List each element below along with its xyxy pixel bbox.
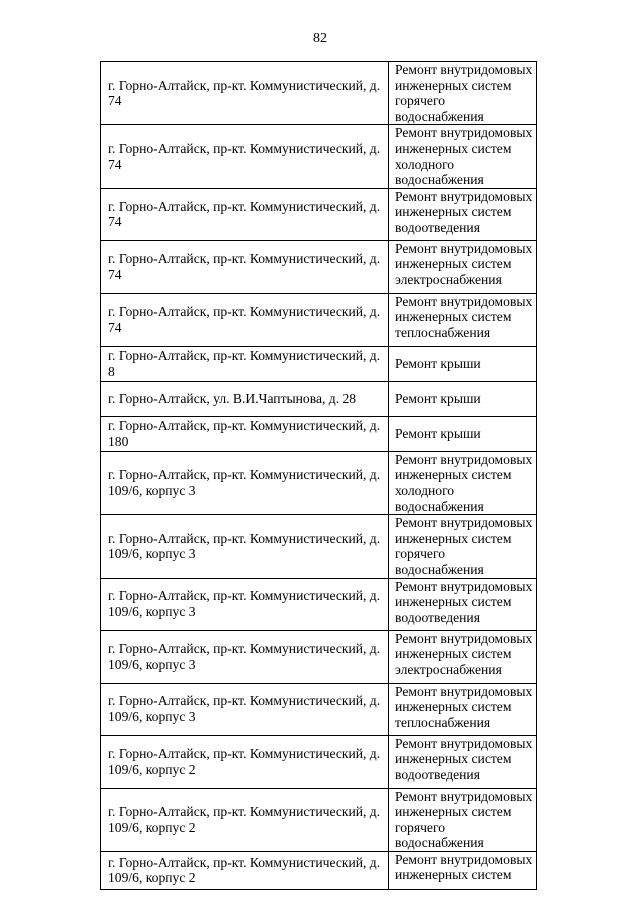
work-type-cell: Ремонт внутридомовых инженерных систем bbox=[389, 851, 537, 889]
work-type-cell: Ремонт внутридомовых инженерных систем водоотведения bbox=[389, 188, 537, 240]
address-cell: г. Горно-Алтайск, пр-кт. Коммунистический, д. 74 bbox=[101, 125, 389, 188]
table-row bbox=[101, 293, 537, 346]
address-cell: г. Горно-Алтайск, пр-кт. Коммунистический, д. 8 bbox=[101, 346, 389, 381]
work-type-cell: Ремонт внутридомовых инженерных систем электроснабжения bbox=[389, 630, 537, 683]
table-row bbox=[101, 240, 537, 293]
work-type-cell: Ремонт крыши bbox=[389, 381, 537, 416]
table-row bbox=[101, 630, 537, 683]
table-row bbox=[101, 515, 537, 578]
address-cell: г. Горно-Алтайск, пр-кт. Коммунистический, д. 109/6, корпус 3 bbox=[101, 451, 389, 514]
work-type-cell: Ремонт внутридомовых инженерных систем горячего водоснабжения bbox=[389, 788, 537, 851]
table-row bbox=[101, 788, 537, 851]
table-row bbox=[101, 851, 537, 889]
address-cell: г. Горно-Алтайск, пр-кт. Коммунистический, д. 109/6, корпус 3 bbox=[101, 630, 389, 683]
table-row bbox=[101, 381, 537, 416]
work-type-cell: Ремонт внутридомовых инженерных систем горячего водоснабжения bbox=[389, 515, 537, 578]
work-type-cell: Ремонт внутридомовых инженерных систем водоотведения bbox=[389, 578, 537, 630]
work-type-cell: Ремонт крыши bbox=[389, 346, 537, 381]
address-cell: г. Горно-Алтайск, пр-кт. Коммунистический, д. 74 bbox=[101, 188, 389, 240]
work-type-cell: Ремонт внутридомовых инженерных систем холодного водоснабжения bbox=[389, 125, 537, 188]
table-row bbox=[101, 188, 537, 240]
address-cell: г. Горно-Алтайск, пр-кт. Коммунистический, д. 109/6, корпус 2 bbox=[101, 851, 389, 889]
address-cell: г. Горно-Алтайск, пр-кт. Коммунистический, д. 180 bbox=[101, 416, 389, 451]
work-type-cell: Ремонт внутридомовых инженерных систем холодного водоснабжения bbox=[389, 451, 537, 514]
address-cell: г. Горно-Алтайск, ул. В.И.Чаптынова, д. 28 bbox=[101, 381, 389, 416]
work-type-cell: Ремонт крыши bbox=[389, 416, 537, 451]
address-cell: г. Горно-Алтайск, пр-кт. Коммунистический, д. 109/6, корпус 3 bbox=[101, 683, 389, 735]
repair-works-table bbox=[100, 61, 537, 890]
table-row bbox=[101, 416, 537, 451]
work-type-cell: Ремонт внутридомовых инженерных систем электроснабжения bbox=[389, 240, 537, 293]
table-row bbox=[101, 451, 537, 514]
table-row bbox=[101, 578, 537, 630]
work-type-cell: Ремонт внутридомовых инженерных систем теплоснабжения bbox=[389, 683, 537, 735]
address-cell: г. Горно-Алтайск, пр-кт. Коммунистический, д. 109/6, корпус 3 bbox=[101, 515, 389, 578]
work-type-cell: Ремонт внутридомовых инженерных систем горячего водоснабжения bbox=[389, 62, 537, 125]
address-cell: г. Горно-Алтайск, пр-кт. Коммунистический, д. 74 bbox=[101, 62, 389, 125]
table-row bbox=[101, 683, 537, 735]
address-cell: г. Горно-Алтайск, пр-кт. Коммунистический, д. 74 bbox=[101, 293, 389, 346]
address-cell: г. Горно-Алтайск, пр-кт. Коммунистический, д. 109/6, корпус 2 bbox=[101, 788, 389, 851]
page-number: 82 bbox=[313, 31, 327, 46]
table-row bbox=[101, 125, 537, 188]
work-type-cell: Ремонт внутридомовых инженерных систем теплоснабжения bbox=[389, 293, 537, 346]
address-cell: г. Горно-Алтайск, пр-кт. Коммунистический, д. 109/6, корпус 3 bbox=[101, 578, 389, 630]
table-row bbox=[101, 346, 537, 381]
table-row bbox=[101, 735, 537, 788]
address-cell: г. Горно-Алтайск, пр-кт. Коммунистический, д. 109/6, корпус 2 bbox=[101, 735, 389, 788]
work-type-cell: Ремонт внутридомовых инженерных систем водоотведения bbox=[389, 735, 537, 788]
address-cell: г. Горно-Алтайск, пр-кт. Коммунистический, д. 74 bbox=[101, 240, 389, 293]
table-row bbox=[101, 62, 537, 125]
